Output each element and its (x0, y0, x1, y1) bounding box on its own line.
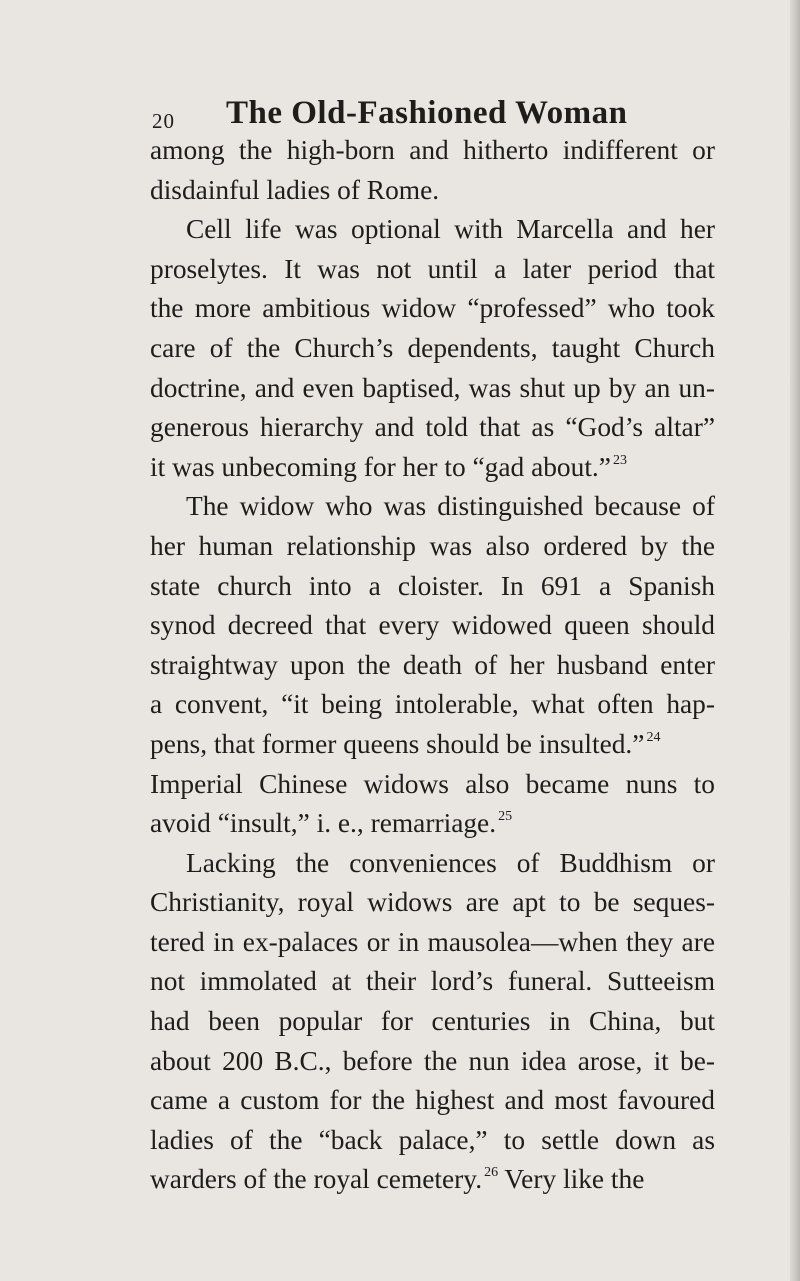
line-text: state church into a cloister. In 691 a Spanish (150, 570, 715, 601)
line-text: avoid “insult,” i. e., remarriage. (150, 808, 497, 839)
text-line (150, 962, 715, 1002)
text-line (150, 329, 715, 369)
line-text: synod decreed that every widowed queen should (150, 610, 715, 641)
text-line (150, 369, 715, 409)
text-line (150, 844, 715, 884)
text-line (150, 527, 715, 567)
footnote-marker: 26 (484, 1165, 499, 1181)
line-text: Cell life was optional with Marcella and her (186, 214, 715, 245)
page-edge-shadow (790, 0, 800, 1281)
text-line (150, 923, 715, 963)
line-text: a convent, “it being intolerable, what often hap- (150, 689, 715, 720)
line-text: disdainful ladies of Rome. (150, 174, 440, 205)
text-line (150, 1160, 715, 1200)
text-line (150, 883, 715, 923)
line-text: ladies of the “back palace,” to settle down as (150, 1124, 715, 1155)
text-line (150, 1081, 715, 1121)
text-line (150, 250, 715, 290)
line-text: Imperial Chinese widows also became nuns to (150, 768, 715, 799)
line-text: not immolated at their lord’s funeral. Sutteeism (150, 966, 715, 997)
page-number: 20 (152, 109, 175, 133)
footnote-marker: 25 (498, 809, 513, 825)
text-line (150, 1042, 715, 1082)
line-text: had been popular for centuries in China, but (150, 1006, 715, 1037)
line-text: care of the Church’s dependents, taught Church (150, 332, 715, 363)
running-title: The Old-Fashioned Woman (226, 95, 628, 131)
line-text: tered in ex-palaces or in mausolea—when they are (150, 926, 715, 957)
line-text: Lacking the conveniences of Buddhism or (186, 847, 715, 878)
line-text: among the high-born and hitherto indifferent or (150, 135, 715, 165)
line-text: the more ambitious widow “professed” who took (150, 293, 715, 324)
line-text: her human relationship was also ordered by the (150, 530, 715, 561)
line-text: generous hierarchy and told that as “God’s altar” (150, 412, 715, 443)
text-line (150, 487, 715, 527)
text-line (150, 289, 715, 329)
page-header (152, 95, 712, 135)
text-line (150, 685, 715, 725)
line-text: pens, that former queens should be insulted.” (150, 728, 645, 759)
footnote-marker: 23 (612, 452, 627, 468)
text-line (150, 171, 715, 211)
line-text: straightway upon the death of her husband enter (150, 649, 715, 680)
text-line (150, 408, 715, 448)
text-line (150, 1121, 715, 1161)
text-line (150, 646, 715, 686)
line-text: about 200 B.C., before the nun idea arose, it be- (150, 1045, 715, 1076)
body-text (150, 131, 715, 1200)
text-line (150, 210, 715, 250)
text-line (150, 1002, 715, 1042)
text-line (150, 725, 715, 765)
line-text: came a custom for the highest and most favoured (150, 1085, 715, 1116)
line-text: doctrine, and even baptised, was shut up by an un- (150, 372, 715, 403)
line-text: The widow who was distinguished because of (186, 491, 715, 522)
line-text: it was unbecoming for her to “gad about.” (150, 451, 611, 482)
text-line (150, 765, 715, 805)
line-text: warders of the royal cemetery. (150, 1164, 483, 1195)
text-line (150, 606, 715, 646)
line-text: Christianity, royal widows are apt to be seques- (150, 887, 715, 918)
text-line (150, 448, 715, 488)
text-line (150, 131, 715, 171)
line-text: proselytes. It was not until a later period that (150, 253, 715, 284)
text-line (150, 804, 715, 844)
footnote-marker: 24 (646, 729, 661, 745)
text-line (150, 567, 715, 607)
line-text-tail: Very like the (498, 1164, 645, 1195)
